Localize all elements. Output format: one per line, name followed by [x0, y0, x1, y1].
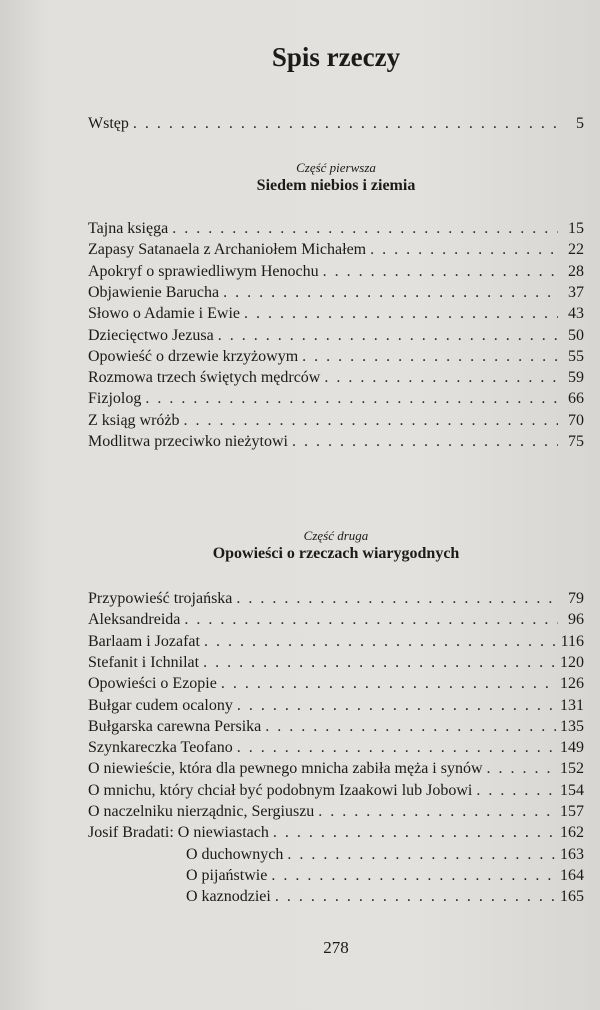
toc-entry-label: Zapasy Satanaela z Archaniołem Michałem [88, 241, 367, 259]
toc-entry-label: Wstęp [88, 115, 129, 132]
toc-entry-label: Przypowieść trojańska [88, 590, 233, 607]
toc-entry-page: 120 [560, 653, 584, 671]
toc-entry-page: 163 [560, 845, 584, 863]
toc-entry-label: Bułgar cudem ocalony [88, 696, 233, 714]
toc-entry-intro [88, 112, 584, 136]
section-title: Siedem niebios i ziemia [256, 177, 416, 194]
toc-entry-label: Objawienie Barucha [88, 283, 220, 301]
toc-entry-label: O niewieście, która dla pewnego mnicha zabiła męża i synów [88, 760, 483, 778]
toc-entry-label: Opowieści o Ezopie [88, 675, 217, 693]
toc-entry-label: Barlaam i Jozafat [88, 632, 200, 650]
dot-leader [292, 430, 558, 454]
toc-entry-page: 70 [568, 411, 584, 429]
toc-entry-page: 22 [568, 241, 584, 259]
toc-entry-page: 135 [560, 717, 584, 735]
toc-entry-page: 162 [560, 824, 584, 842]
toc-entry-page: 79 [568, 590, 584, 607]
toc-entry-page: 75 [568, 433, 584, 450]
section-title: Opowieści o rzeczach wiarygodnych [212, 545, 460, 562]
toc-entry-label: Rozmowa trzech świętych mędrców [88, 369, 321, 387]
toc-entry-label: Bułgarska carewna Persika [88, 717, 262, 735]
toc-entry-page: 154 [560, 781, 584, 799]
part-label: Część druga [303, 528, 369, 543]
part-label: Część pierwsza [296, 160, 376, 175]
toc-entry-label: Z ksiąg wróżb [88, 411, 180, 429]
toc-entry-page: 165 [560, 888, 584, 906]
toc-entry-label: Modlitwa przeciwko nieżytowi [88, 433, 288, 450]
toc-entry-label: O pijaństwie [186, 866, 268, 884]
toc-entry-label: O mnichu, który chciał być podobnym Izaakowi lub Jobowi [88, 781, 473, 799]
toc-entry-page: 55 [568, 347, 584, 365]
toc-entry-label: Dziecięctwo Jezusa [88, 326, 214, 344]
toc-entry-label: Fizjolog [88, 390, 142, 408]
toc-entry-label: Stefanit i Ichnilat [88, 653, 200, 671]
dot-leader [133, 112, 558, 136]
toc-entry-page: 66 [568, 390, 584, 408]
toc-entry-page: 157 [560, 803, 584, 820]
toc-entry-page: 116 [560, 632, 584, 650]
toc-entry-page: 131 [560, 696, 584, 714]
toc-entry [88, 430, 584, 454]
toc-entry-label: Josif Bradati: O niewiastach [88, 824, 269, 842]
toc-entry-page: 5 [576, 115, 584, 132]
toc-entry-page: 28 [568, 262, 584, 280]
toc-entry-page: 152 [560, 760, 584, 778]
toc-entry-page: 164 [560, 866, 584, 884]
toc-entry-label: Apokryf o sprawiedliwym Henochu [88, 262, 319, 280]
toc-entry-page: 37 [568, 283, 584, 301]
toc-entry-page: 126 [560, 675, 584, 693]
toc-entry-page: 15 [568, 220, 584, 237]
toc-entry-label: O duchownych [186, 845, 284, 863]
toc-entry-label: O naczelniku nierządnic, Sergiuszu [88, 803, 315, 820]
toc-entry-label: O kaznodziei [186, 888, 271, 906]
toc-entry-page: 149 [560, 739, 584, 757]
page-title: Spis rzeczy [271, 42, 401, 72]
toc-entry-page: 43 [568, 305, 584, 323]
toc-entry-label: Aleksandreida [88, 611, 181, 629]
toc-entry-label: Tajna księga [88, 220, 169, 237]
toc-entry-label: Szynkareczka Teofano [88, 739, 233, 757]
toc-entry-page: 96 [568, 611, 584, 629]
toc-entry [186, 885, 584, 909]
page-number: 278 [323, 938, 349, 957]
toc-entry-page: 50 [568, 326, 584, 344]
dot-leader [275, 885, 556, 909]
toc-entry-label: Słowo o Adamie i Ewie [88, 305, 240, 323]
toc-entry-label: Opowieść o drzewie krzyżowym [88, 347, 299, 365]
toc-entry-page: 59 [568, 369, 584, 387]
